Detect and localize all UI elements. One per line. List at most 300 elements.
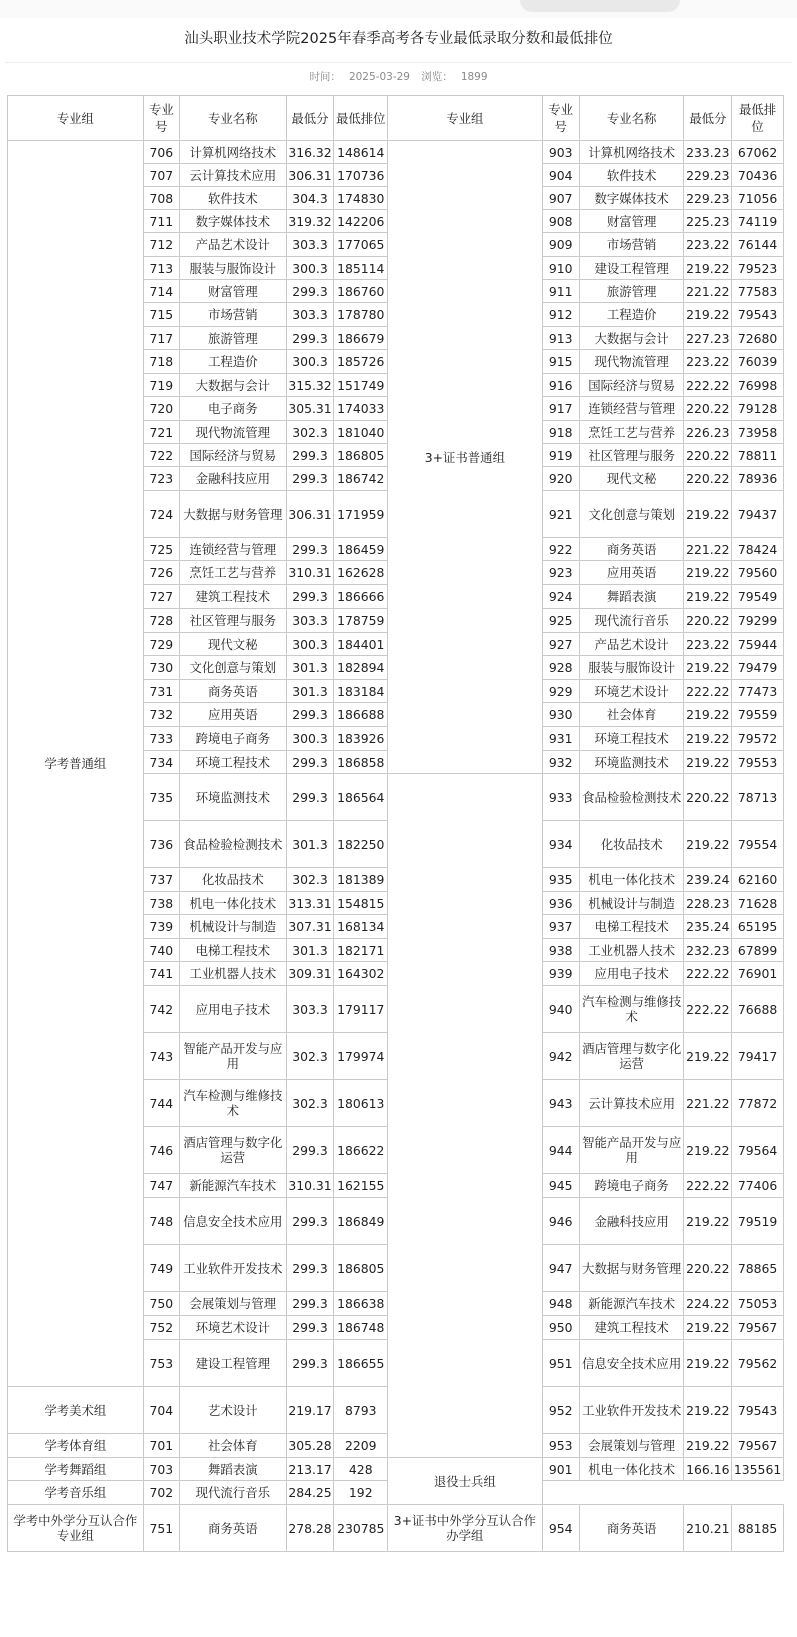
major-cell: 软件技术	[579, 164, 684, 187]
min-score-cell: 307.31	[286, 915, 334, 939]
code-cell: 717	[143, 327, 179, 350]
code-cell: 930	[542, 703, 579, 727]
min-score-cell: 224.22	[684, 1292, 732, 1316]
min-score-cell: 302.3	[286, 1080, 334, 1127]
major-cell: 艺术设计	[179, 1387, 286, 1434]
code-cell: 744	[143, 1080, 179, 1127]
major-cell: 现代物流管理	[179, 421, 286, 444]
min-score-cell: 299.3	[286, 280, 334, 303]
code-cell: 711	[143, 210, 179, 233]
major-cell: 建设工程管理	[179, 1340, 286, 1387]
major-cell: 产品艺术设计	[579, 633, 684, 656]
code-cell: 752	[143, 1316, 179, 1340]
code-cell: 934	[542, 821, 579, 868]
min-score-cell: 305.31	[286, 397, 334, 421]
code-cell: 743	[143, 1033, 179, 1080]
code-cell: 719	[143, 374, 179, 397]
major-cell: 环境工程技术	[579, 727, 684, 751]
min-score-cell: 299.3	[286, 1340, 334, 1387]
min-rank-cell: 135561	[732, 1458, 784, 1481]
code-cell: 702	[143, 1481, 179, 1505]
min-score-cell: 221.22	[684, 280, 732, 303]
min-rank-cell: 79567	[732, 1316, 784, 1340]
major-cell: 商务英语	[579, 538, 684, 561]
min-score-cell: 299.3	[286, 585, 334, 609]
min-score-cell: 219.22	[684, 727, 732, 751]
major-cell: 汽车检测与维修技术	[579, 986, 684, 1033]
min-rank-cell: 182171	[334, 939, 388, 962]
min-score-cell: 232.23	[684, 939, 732, 962]
min-score-cell: 219.22	[684, 821, 732, 868]
code-cell: 922	[542, 538, 579, 561]
code-cell: 940	[542, 986, 579, 1033]
min-rank-cell: 76998	[732, 374, 784, 397]
major-cell: 工业软件开发技术	[579, 1387, 684, 1434]
min-score-cell: 219.22	[684, 585, 732, 609]
major-cell: 酒店管理与数字化运营	[179, 1127, 286, 1174]
major-cell: 数字媒体技术	[579, 187, 684, 210]
major-cell: 文化创意与策划	[179, 656, 286, 680]
code-cell: 935	[542, 868, 579, 892]
code-cell: 726	[143, 561, 179, 585]
code-cell: 913	[542, 327, 579, 350]
views-value: 1899	[460, 71, 488, 83]
table-row	[8, 141, 784, 164]
min-rank-cell: 79437	[732, 491, 784, 538]
min-rank-cell: 230785	[334, 1505, 388, 1552]
code-cell: 706	[143, 141, 179, 164]
page-title: 汕头职业技术学院2025年春季高考各专业最低录取分数和最低排位	[184, 31, 613, 47]
min-rank-cell: 186805	[334, 1245, 388, 1292]
code-cell: 931	[542, 727, 579, 751]
min-rank-cell: 179974	[334, 1033, 388, 1080]
min-rank-cell: 79543	[732, 1387, 784, 1434]
score-table	[7, 95, 784, 1552]
min-rank-cell: 164302	[334, 962, 388, 986]
group-cell: 退役士兵组	[388, 1458, 542, 1505]
min-score-cell: 219.17	[286, 1387, 334, 1434]
major-cell: 信息安全技术应用	[579, 1340, 684, 1387]
min-rank-cell: 78865	[732, 1245, 784, 1292]
code-cell: 918	[542, 421, 579, 444]
major-cell: 现代文秘	[179, 633, 286, 656]
header-code: 专业号	[143, 96, 179, 141]
min-score-cell: 305.28	[286, 1434, 334, 1458]
min-rank-cell: 185114	[334, 257, 388, 280]
major-cell: 社区管理与服务	[579, 444, 684, 467]
major-cell: 电梯工程技术	[179, 939, 286, 962]
min-score-cell: 228.23	[684, 892, 732, 915]
group-cell: 学考普通组	[8, 141, 144, 1387]
min-score-cell: 303.3	[286, 609, 334, 633]
min-score-cell: 219.22	[684, 1316, 732, 1340]
min-rank-cell: 78936	[732, 467, 784, 491]
min-rank-cell: 78811	[732, 444, 784, 467]
top-strip	[0, 0, 797, 18]
major-cell: 舞蹈表演	[179, 1458, 286, 1481]
min-rank-cell: 79417	[732, 1033, 784, 1080]
min-rank-cell: 76688	[732, 986, 784, 1033]
min-score-cell: 220.22	[684, 397, 732, 421]
min-score-cell: 306.31	[286, 164, 334, 187]
major-cell: 连锁经营与管理	[579, 397, 684, 421]
major-cell: 电梯工程技术	[579, 915, 684, 939]
code-cell: 916	[542, 374, 579, 397]
major-cell: 机械设计与制造	[579, 892, 684, 915]
min-rank-cell: 73958	[732, 421, 784, 444]
major-cell: 化妆品技术	[179, 868, 286, 892]
min-score-cell: 219.22	[684, 1127, 732, 1174]
min-score-cell: 299.3	[286, 1245, 334, 1292]
min-score-cell: 303.3	[286, 986, 334, 1033]
major-cell: 环境工程技术	[179, 751, 286, 774]
min-rank-cell: 79567	[732, 1434, 784, 1458]
min-rank-cell: 186805	[334, 444, 388, 467]
code-cell: 714	[143, 280, 179, 303]
major-cell: 烹饪工艺与营养	[179, 561, 286, 585]
header-min-score: 最低分	[684, 96, 732, 141]
min-score-cell: 219.22	[684, 656, 732, 680]
major-cell: 应用电子技术	[579, 962, 684, 986]
code-cell: 938	[542, 939, 579, 962]
min-score-cell: 219.22	[684, 303, 732, 327]
group-cell: 3+证书中外学分互认合作办学组	[388, 1505, 542, 1552]
min-score-cell: 299.3	[286, 1198, 334, 1245]
header-min-rank: 最低排位	[732, 96, 784, 141]
code-cell: 954	[542, 1505, 579, 1552]
major-cell: 商务英语	[579, 1505, 684, 1552]
min-rank-cell: 174830	[334, 187, 388, 210]
min-rank-cell: 186655	[334, 1340, 388, 1387]
group-cell: 学考音乐组	[8, 1481, 144, 1505]
code-cell: 736	[143, 821, 179, 868]
code-cell: 727	[143, 585, 179, 609]
major-cell: 工业软件开发技术	[179, 1245, 286, 1292]
major-cell: 国际经济与贸易	[179, 444, 286, 467]
code-cell: 722	[143, 444, 179, 467]
min-score-cell: 220.22	[684, 1245, 732, 1292]
time-value: 2025-03-29	[348, 71, 410, 83]
code-cell: 915	[542, 350, 579, 374]
min-rank-cell: 79572	[732, 727, 784, 751]
min-rank-cell: 186459	[334, 538, 388, 561]
min-rank-cell: 79523	[732, 257, 784, 280]
major-cell: 化妆品技术	[579, 821, 684, 868]
header-min-score: 最低分	[286, 96, 334, 141]
major-cell: 舞蹈表演	[579, 585, 684, 609]
major-cell: 大数据与财务管理	[579, 1245, 684, 1292]
min-rank-cell: 186622	[334, 1127, 388, 1174]
code-cell: 953	[542, 1434, 579, 1458]
min-score-cell: 278.28	[286, 1505, 334, 1552]
major-cell: 数字媒体技术	[179, 210, 286, 233]
min-rank-cell: 186679	[334, 327, 388, 350]
min-rank-cell: 181040	[334, 421, 388, 444]
min-rank-cell: 181389	[334, 868, 388, 892]
min-score-cell: 223.22	[684, 233, 732, 257]
major-cell: 云计算技术应用	[579, 1080, 684, 1127]
min-rank-cell: 148614	[334, 141, 388, 164]
table-row	[8, 1505, 784, 1552]
min-rank-cell: 171959	[334, 491, 388, 538]
min-rank-cell: 62160	[732, 868, 784, 892]
min-rank-cell: 183184	[334, 680, 388, 703]
header-major: 专业名称	[179, 96, 286, 141]
min-rank-cell: 72680	[732, 327, 784, 350]
min-rank-cell: 186564	[334, 774, 388, 821]
min-rank-cell: 67062	[732, 141, 784, 164]
code-cell: 923	[542, 561, 579, 585]
code-cell: 944	[542, 1127, 579, 1174]
code-cell: 742	[143, 986, 179, 1033]
min-score-cell: 303.3	[286, 303, 334, 327]
code-cell: 701	[143, 1434, 179, 1458]
min-score-cell: 227.23	[684, 327, 732, 350]
min-score-cell: 313.31	[286, 892, 334, 915]
min-score-cell: 222.22	[684, 374, 732, 397]
major-cell: 应用英语	[579, 561, 684, 585]
min-score-cell: 316.32	[286, 141, 334, 164]
min-score-cell: 219.22	[684, 703, 732, 727]
code-cell: 950	[542, 1316, 579, 1340]
min-score-cell: 225.23	[684, 210, 732, 233]
min-rank-cell: 162155	[334, 1174, 388, 1198]
code-cell: 720	[143, 397, 179, 421]
major-cell: 文化创意与策划	[579, 491, 684, 538]
min-score-cell: 219.22	[684, 1434, 732, 1458]
min-score-cell: 300.3	[286, 633, 334, 656]
min-rank-cell: 170736	[334, 164, 388, 187]
code-cell: 936	[542, 892, 579, 915]
group-cell: 学考美术组	[8, 1387, 144, 1434]
major-cell: 环境监测技术	[579, 751, 684, 774]
major-cell: 商务英语	[179, 680, 286, 703]
min-score-cell: 310.31	[286, 1174, 334, 1198]
min-score-cell: 299.3	[286, 327, 334, 350]
major-cell: 现代流行音乐	[179, 1481, 286, 1505]
min-score-cell: 222.22	[684, 1174, 732, 1198]
major-cell: 工程造价	[579, 303, 684, 327]
min-rank-cell: 186688	[334, 703, 388, 727]
min-score-cell: 302.3	[286, 421, 334, 444]
min-rank-cell: 77872	[732, 1080, 784, 1127]
divider	[5, 62, 792, 63]
code-cell: 749	[143, 1245, 179, 1292]
code-cell: 723	[143, 467, 179, 491]
major-cell: 新能源汽车技术	[579, 1292, 684, 1316]
code-cell: 741	[143, 962, 179, 986]
major-cell: 食品检验检测技术	[179, 821, 286, 868]
table-body	[8, 141, 784, 1552]
min-score-cell: 301.3	[286, 939, 334, 962]
major-cell: 现代流行音乐	[579, 609, 684, 633]
min-score-cell: 219.22	[684, 1033, 732, 1080]
min-rank-cell: 79553	[732, 751, 784, 774]
min-rank-cell: 77583	[732, 280, 784, 303]
min-rank-cell: 168134	[334, 915, 388, 939]
major-cell: 建设工程管理	[579, 257, 684, 280]
major-cell: 机电一体化技术	[579, 868, 684, 892]
major-cell: 信息安全技术应用	[179, 1198, 286, 1245]
major-cell: 建筑工程技术	[179, 585, 286, 609]
min-rank-cell: 78424	[732, 538, 784, 561]
code-cell: 945	[542, 1174, 579, 1198]
min-rank-cell: 185726	[334, 350, 388, 374]
major-cell: 旅游管理	[179, 327, 286, 350]
min-score-cell: 299.3	[286, 467, 334, 491]
min-score-cell: 219.22	[684, 257, 732, 280]
major-cell: 商务英语	[179, 1505, 286, 1552]
table-row	[8, 1458, 784, 1481]
min-score-cell: 310.31	[286, 561, 334, 585]
major-cell: 现代文秘	[579, 467, 684, 491]
min-score-cell: 219.22	[684, 1340, 732, 1387]
major-cell: 财富管理	[579, 210, 684, 233]
code-cell: 750	[143, 1292, 179, 1316]
major-cell: 服装与服饰设计	[579, 656, 684, 680]
header-group: 专业组	[388, 96, 542, 141]
code-cell: 724	[143, 491, 179, 538]
major-cell: 国际经济与贸易	[579, 374, 684, 397]
code-cell: 942	[542, 1033, 579, 1080]
code-cell: 707	[143, 164, 179, 187]
min-score-cell: 166.16	[684, 1458, 732, 1481]
min-rank-cell: 79543	[732, 303, 784, 327]
header-min-rank: 最低排位	[334, 96, 388, 141]
header-row	[8, 96, 784, 141]
major-cell: 计算机网络技术	[579, 141, 684, 164]
min-rank-cell: 182894	[334, 656, 388, 680]
min-score-cell: 299.3	[286, 1292, 334, 1316]
min-rank-cell: 70436	[732, 164, 784, 187]
min-score-cell: 213.17	[286, 1458, 334, 1481]
major-cell: 计算机网络技术	[179, 141, 286, 164]
code-cell: 951	[542, 1340, 579, 1387]
min-score-cell: 219.22	[684, 491, 732, 538]
major-cell: 金融科技应用	[179, 467, 286, 491]
code-cell: 911	[542, 280, 579, 303]
code-cell: 948	[542, 1292, 579, 1316]
min-score-cell: 303.3	[286, 233, 334, 257]
min-score-cell: 219.22	[684, 561, 732, 585]
min-score-cell: 222.22	[684, 962, 732, 986]
code-cell: 952	[542, 1387, 579, 1434]
code-cell: 946	[542, 1198, 579, 1245]
code-cell: 937	[542, 915, 579, 939]
major-cell: 市场营销	[579, 233, 684, 257]
min-rank-cell: 79519	[732, 1198, 784, 1245]
code-cell: 919	[542, 444, 579, 467]
min-rank-cell: 65195	[732, 915, 784, 939]
min-score-cell: 299.3	[286, 538, 334, 561]
major-cell: 产品艺术设计	[179, 233, 286, 257]
min-score-cell: 223.22	[684, 350, 732, 374]
min-rank-cell: 8793	[334, 1387, 388, 1434]
code-cell: 753	[143, 1340, 179, 1387]
code-cell: 730	[143, 656, 179, 680]
major-cell: 环境艺术设计	[579, 680, 684, 703]
min-rank-cell: 79554	[732, 821, 784, 868]
code-cell: 903	[542, 141, 579, 164]
major-cell: 市场营销	[179, 303, 286, 327]
code-cell: 718	[143, 350, 179, 374]
min-rank-cell: 184401	[334, 633, 388, 656]
min-rank-cell: 178780	[334, 303, 388, 327]
min-rank-cell: 151749	[334, 374, 388, 397]
min-score-cell: 299.3	[286, 751, 334, 774]
major-cell: 大数据与财务管理	[179, 491, 286, 538]
min-score-cell: 302.3	[286, 1033, 334, 1080]
min-rank-cell: 75053	[732, 1292, 784, 1316]
major-cell: 环境艺术设计	[179, 1316, 286, 1340]
min-rank-cell: 186748	[334, 1316, 388, 1340]
min-rank-cell: 174033	[334, 397, 388, 421]
major-cell: 智能产品开发与应用	[179, 1033, 286, 1080]
major-cell: 新能源汽车技术	[179, 1174, 286, 1198]
major-cell: 烹饪工艺与营养	[579, 421, 684, 444]
min-score-cell: 220.22	[684, 467, 732, 491]
min-rank-cell: 178759	[334, 609, 388, 633]
min-score-cell: 220.22	[684, 444, 732, 467]
group-cell: 学考中外学分互认合作专业组	[8, 1505, 144, 1552]
min-score-cell: 301.3	[286, 821, 334, 868]
major-cell: 财富管理	[179, 280, 286, 303]
min-score-cell: 306.31	[286, 491, 334, 538]
code-cell: 721	[143, 421, 179, 444]
min-score-cell: 219.22	[684, 1198, 732, 1245]
major-cell: 服装与服饰设计	[179, 257, 286, 280]
min-rank-cell: 74119	[732, 210, 784, 233]
code-cell: 712	[143, 233, 179, 257]
major-cell: 工程造价	[179, 350, 286, 374]
code-cell: 746	[143, 1127, 179, 1174]
min-rank-cell: 192	[334, 1481, 388, 1505]
min-score-cell: 300.3	[286, 727, 334, 751]
code-cell: 734	[143, 751, 179, 774]
code-cell: 751	[143, 1505, 179, 1552]
min-rank-cell: 186638	[334, 1292, 388, 1316]
article-meta	[0, 69, 797, 84]
min-rank-cell: 71056	[732, 187, 784, 210]
code-cell: 917	[542, 397, 579, 421]
group-cell: 3+证书普通组	[388, 141, 542, 774]
min-rank-cell: 79128	[732, 397, 784, 421]
min-score-cell: 229.23	[684, 164, 732, 187]
min-score-cell: 235.24	[684, 915, 732, 939]
major-cell: 软件技术	[179, 187, 286, 210]
code-cell: 725	[143, 538, 179, 561]
code-cell: 708	[143, 187, 179, 210]
min-rank-cell: 180613	[334, 1080, 388, 1127]
major-cell: 应用电子技术	[179, 986, 286, 1033]
min-rank-cell: 67899	[732, 939, 784, 962]
min-score-cell: 299.3	[286, 444, 334, 467]
major-cell: 建筑工程技术	[579, 1316, 684, 1340]
header-code: 专业号	[542, 96, 579, 141]
major-cell: 跨境电子商务	[179, 727, 286, 751]
min-score-cell: 220.22	[684, 609, 732, 633]
min-rank-cell: 78713	[732, 774, 784, 821]
min-score-cell: 300.3	[286, 350, 334, 374]
code-cell: 713	[143, 257, 179, 280]
code-cell: 733	[143, 727, 179, 751]
min-score-cell: 301.3	[286, 656, 334, 680]
min-rank-cell: 88185	[732, 1505, 784, 1552]
major-cell: 酒店管理与数字化运营	[579, 1033, 684, 1080]
code-cell: 904	[542, 164, 579, 187]
min-rank-cell: 77406	[732, 1174, 784, 1198]
code-cell: 924	[542, 585, 579, 609]
